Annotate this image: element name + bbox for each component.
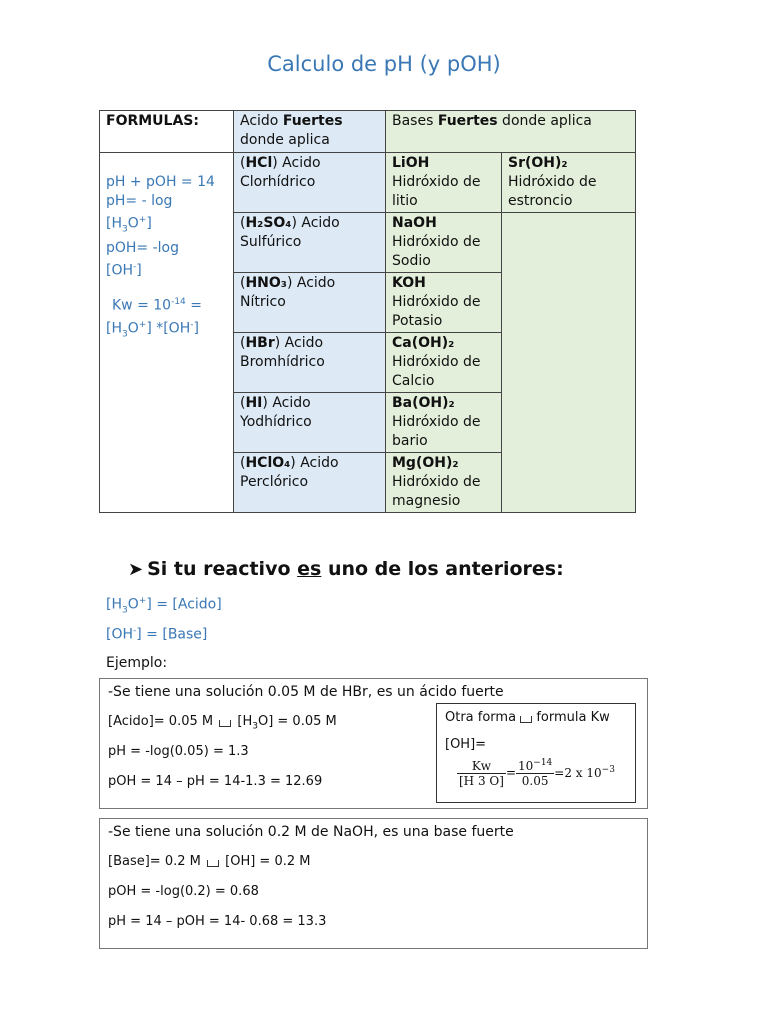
- page-title: Calculo de pH (y pOH): [267, 52, 501, 76]
- formula-line: $[H_3O^+]$: [106, 215, 152, 235]
- arrow-icon: [207, 860, 219, 867]
- table-header-row: [100, 111, 636, 153]
- example-base-statement: -Se tiene una solución 0.2 M de NaOH, es una base fuerte: [108, 824, 514, 840]
- base-header-pre: Bases: [392, 113, 438, 129]
- acid-header-post: donde aplica: [240, 132, 330, 148]
- example-acid-statement: -Se tiene una solución 0.05 M de HBr, es un ácido fuerte: [108, 684, 504, 700]
- base-header-post: donde aplica: [497, 113, 592, 129]
- kw-fraction: $\frac{Kw}{[H 3 O]}$: [459, 758, 504, 788]
- formula-line: pOH= -log: [106, 240, 180, 257]
- base-header: [386, 111, 636, 153]
- acid-cell: (HBr) Acido Bromhídrico: [234, 333, 386, 393]
- example-base-line2: pOH = -log(0.2) = 0.68: [108, 884, 259, 899]
- acid-cell: (H₂SO₄) Acido Sulfúrico: [234, 213, 386, 273]
- kw-alt-oh: [OH]=: [445, 737, 487, 752]
- example-acid-line2: pH = -log(0.05) = 1.3: [108, 744, 249, 759]
- formula-cell: [100, 153, 234, 513]
- acid-cell: (HCl) Acido Clorhídrico: [234, 153, 386, 213]
- acid-header-pre: Acido: [240, 113, 283, 129]
- base-cell: LiOH Hidróxido de litio: [386, 153, 502, 213]
- acid-header-bold: Fuertes: [282, 113, 343, 129]
- kw-alternative-box: [436, 703, 636, 803]
- example-acid-box: [99, 678, 648, 809]
- base-cell-extra: Sr(OH)₂ Hidróxido de estroncio: [502, 153, 636, 213]
- base-cell: Ba(OH)₂ Hidróxido de bario: [386, 393, 502, 453]
- acid-cell: (HClO₄) Acido Perclórico: [234, 453, 386, 513]
- formula-line: pH + pOH = 14: [106, 174, 215, 190]
- formula-line: [OH-]: [106, 262, 142, 280]
- base-header-bold: Fuertes: [437, 113, 498, 129]
- table-row: [100, 153, 636, 213]
- base-cell-empty: [502, 213, 636, 513]
- arrow-icon: [520, 716, 532, 723]
- acid-cell: (HNO₃) Acido Nítrico: [234, 273, 386, 333]
- formulas-table: [99, 110, 636, 513]
- formula-line: pH= - log: [106, 193, 173, 209]
- kw-alt-equation: $\frac{Kw}{[H 3 O]}$ = $\frac{10^{-14}}{0.05}$ =2 x $10^{-3}$: [459, 758, 615, 788]
- arrowhead-bullet-icon: ➤: [128, 559, 144, 580]
- formula-line: $[H_3O^+]$ *[OH-]: [106, 319, 199, 340]
- example-base-line3: pH = 14 – pOH = 14- 0.68 = 13.3: [108, 914, 327, 929]
- formula-line: $Kw = 10^{-14}$ =: [112, 297, 202, 314]
- kw-alt-title: Otra forma formula Kw: [445, 710, 610, 725]
- base-cell: Ca(OH)₂ Hidróxido de Calcio: [386, 333, 502, 393]
- rule-base: [OH-] = [Base]: [106, 626, 208, 643]
- formulas-header-label: FORMULAS:: [106, 113, 199, 129]
- base-cell: Mg(OH)₂ Hidróxido de magnesio: [386, 453, 502, 513]
- example-acid-line1: [Acido]= 0.05 M $[H_3O] = 0.05$ M: [108, 714, 337, 732]
- rule-acid: $[H_3O^+]$ = [Acido]: [106, 596, 222, 616]
- value-fraction: $\frac{10^{-14}}{0.05}$: [518, 758, 553, 788]
- arrow-icon: [219, 720, 231, 727]
- base-cell: NaOH Hidróxido de Sodio: [386, 213, 502, 273]
- section-heading: ➤ Si tu reactivo es uno de los anteriores:: [128, 558, 564, 580]
- base-cell: KOH Hidróxido de Potasio: [386, 273, 502, 333]
- formulas-header: [100, 111, 234, 153]
- example-base-line1: [Base]= 0.2 M [OH] = 0.2 M: [108, 854, 311, 869]
- acid-cell: (HI) Acido Yodhídrico: [234, 393, 386, 453]
- example-base-box: [99, 818, 648, 949]
- example-label: Ejemplo:: [106, 655, 168, 671]
- example-acid-line3: pOH = 14 – pH = 14-1.3 = 12.69: [108, 774, 323, 789]
- acid-header: [234, 111, 386, 153]
